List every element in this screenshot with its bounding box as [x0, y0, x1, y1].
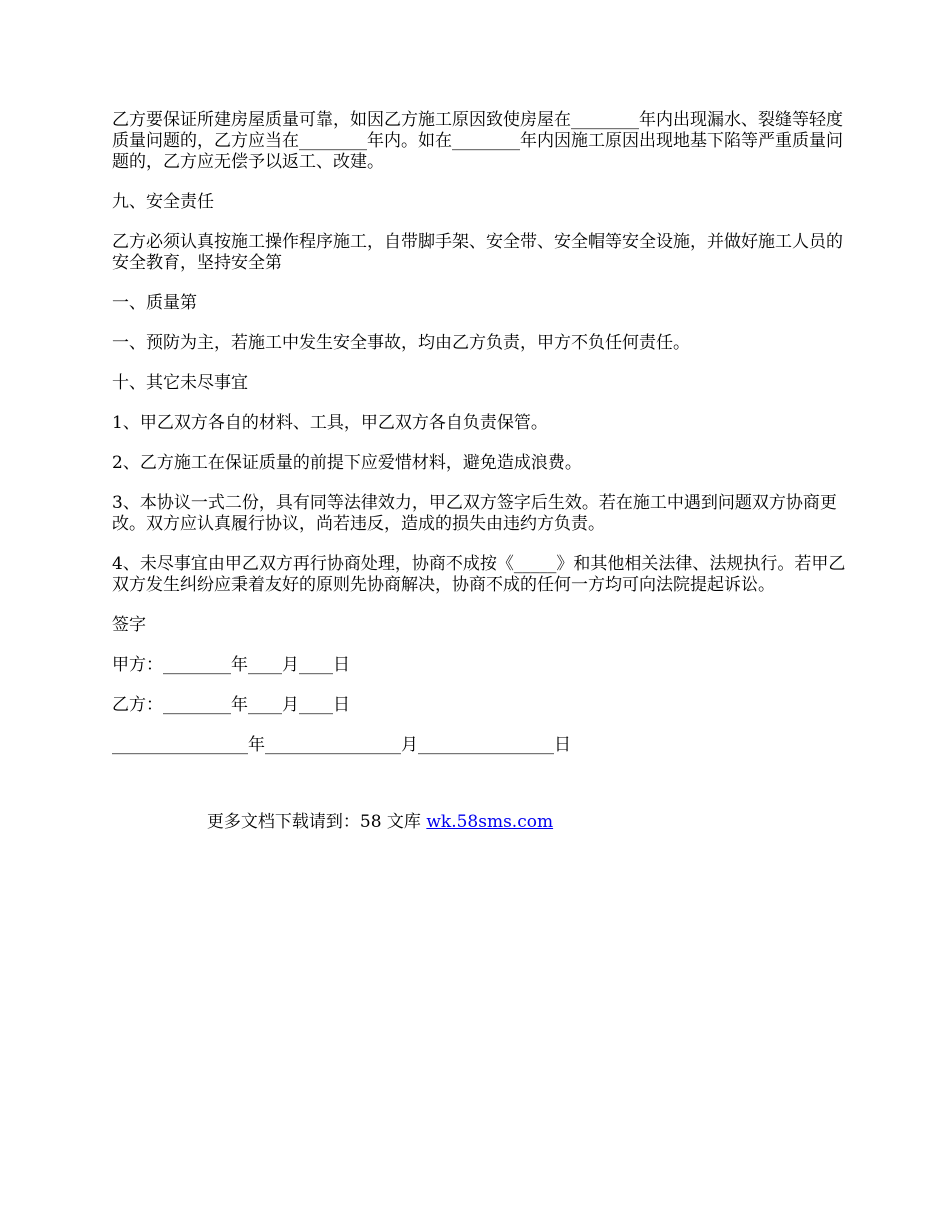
signature-date-line: ________________年________________月________________日 [112, 735, 571, 755]
signature-party-a: 甲方：________年____月____日 [112, 655, 350, 675]
clause-2: 2、乙方施工在保证质量的前提下应爱惜材料，避免造成浪费。 [112, 453, 582, 473]
footer [0, 812, 760, 833]
paragraph-quality-warranty: 乙方要保证所建房屋质量可靠，如因乙方施工原因致使房屋在________年内出现漏水、裂缝等轻度质量问题的，乙方应当在________年内。如在________年内因施工原因出现地基下陷等严重质量问题的，乙方应无偿予以返工、改建。 [112, 110, 843, 172]
section-heading-safety: 九、安全责任 [112, 192, 214, 212]
paragraph-prevention: 一、预防为主，若施工中发生安全事故，均由乙方负责，甲方不负任何责任。 [112, 333, 690, 353]
clause-4: 4、未尽事宜由甲乙双方再行协商处理，协商不成按《_____》和其他相关法律、法规执行。若甲乙双方发生纠纷应秉着友好的原则先协商解决，协商不成的任何一方均可向法院提起诉讼。 [112, 554, 846, 595]
footer-text: 更多文档下载请到：58 文库 [206, 812, 427, 832]
clause-1: 1、甲乙双方各自的材料、工具，甲乙双方各自负责保管。 [112, 413, 548, 433]
paragraph-quality-first: 一、质量第 [112, 293, 197, 313]
signature-party-b: 乙方：________年____月____日 [112, 695, 350, 715]
signature-heading: 签字 [112, 615, 146, 635]
clause-3: 3、本协议一式二份，具有同等法律效力，甲乙双方签字后生效。若在施工中遇到问题双方协商更改。双方应认真履行协议，尚若违反，造成的损失由违约方负责。 [112, 493, 837, 534]
section-heading-other: 十、其它未尽事宜 [112, 373, 248, 393]
footer-link[interactable]: wk.58sms.com [426, 812, 554, 832]
document-body [112, 110, 852, 775]
paragraph-safety-duty: 乙方必须认真按施工操作程序施工，自带脚手架、安全带、安全帽等安全设施，并做好施工人员的安全教育，坚持安全第 [112, 232, 843, 273]
